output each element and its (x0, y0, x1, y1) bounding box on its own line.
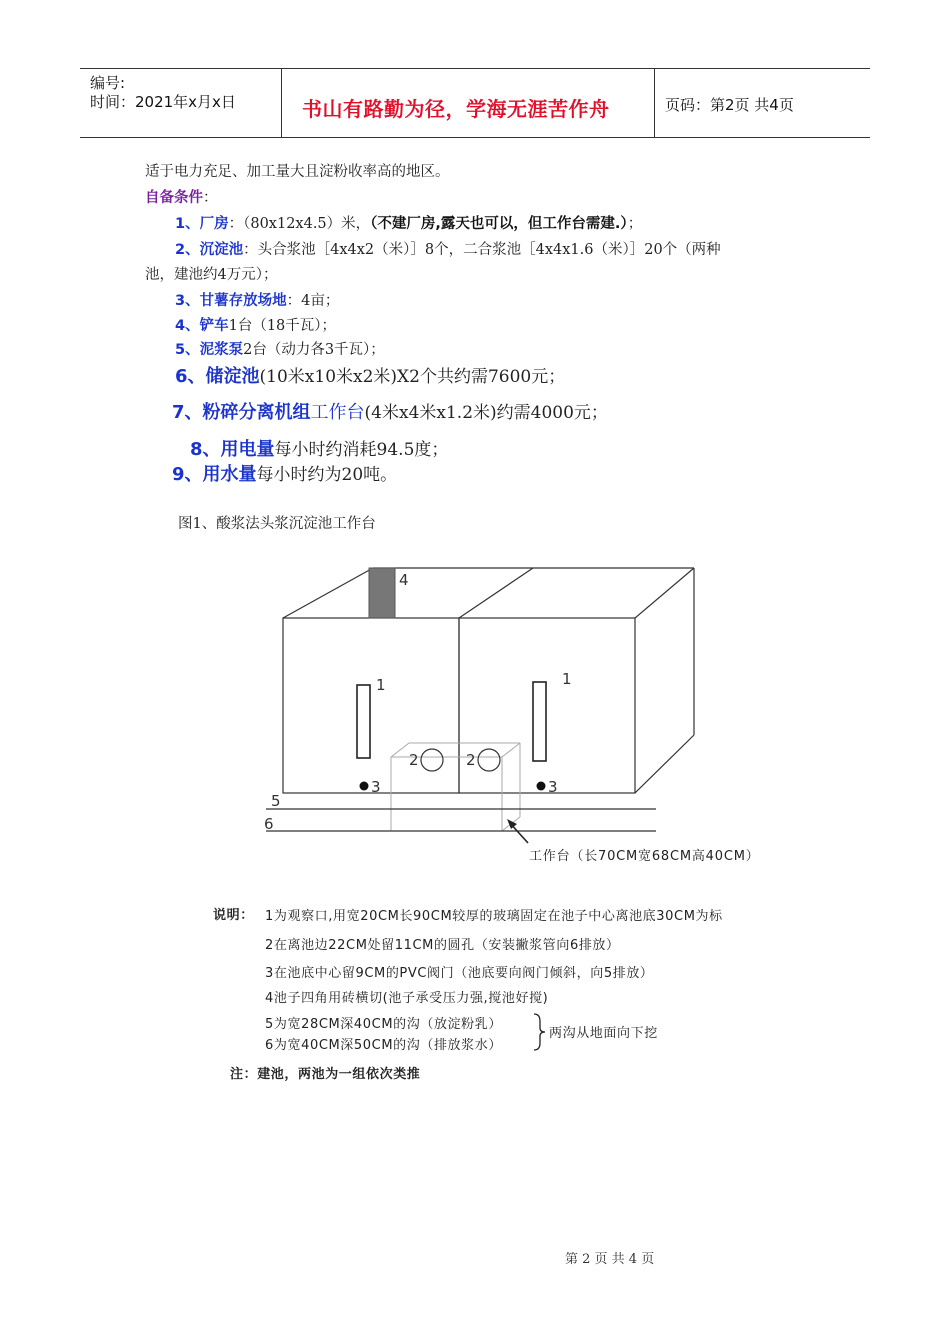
conditions-title: 自备条件 (145, 190, 203, 206)
label-2-right: 2 (466, 751, 476, 769)
item-name: 粉碎分离机组 (202, 402, 311, 423)
page-footer: 第 2 页 共 4 页 (565, 1252, 655, 1267)
item-number: 9、 (172, 464, 203, 485)
item-text: (10米x10米x2米)X2个共约需7600元； (259, 367, 566, 387)
label-3-right: 3 (548, 778, 558, 796)
note-line-3: 3在池底中心留9CM的PVC阀门（池底要向阀门倾斜，向5排放） (265, 966, 654, 981)
condition-item-2-cont: 池，建池约4万元）； (145, 267, 278, 283)
side-edge-bottom (635, 735, 694, 793)
note-line-5: 5为宽28CM深40CM的沟（放淀粉乳） (265, 1017, 502, 1032)
valve-left (360, 782, 369, 791)
item-name: 铲车 (199, 318, 229, 334)
top-divider (459, 568, 533, 618)
item-text: ：4亩； (286, 293, 340, 309)
item-name: 厂房 (199, 216, 229, 232)
item-name: 用水量 (202, 464, 257, 485)
item-text: ：（80x12x4.5）米， (228, 216, 371, 232)
item-number: 3、 (175, 293, 200, 309)
item-name: 储淀池 (205, 366, 260, 387)
valve-right (537, 782, 546, 791)
item-number: 2、 (175, 242, 200, 258)
label-4: 4 (399, 571, 409, 589)
item-name: 用电量 (220, 439, 275, 460)
item-name-secondary: 工作台 (310, 402, 365, 423)
label-1-left: 1 (376, 676, 386, 694)
notes-lead: 说明： (213, 908, 254, 923)
note-line-4: 4池子四角用砖横切(池子承受压力强,搅池好搅) (265, 991, 549, 1006)
observation-window-right (533, 682, 546, 761)
brace-text: 两沟从地面向下挖 (549, 1026, 658, 1041)
item-number: 8、 (190, 439, 221, 460)
item-tail: ； (627, 216, 643, 232)
item-text: 每小时约消耗94.5度； (274, 440, 449, 460)
header-page-label: 页码：第2页 共4页 (665, 96, 794, 114)
label-1-right: 1 (562, 670, 572, 688)
top-edge-right (635, 568, 694, 618)
item-number: 5、 (175, 342, 200, 358)
intro-text: 适于电力充足、加工量大且淀粉收率高的地区。 (145, 164, 450, 180)
note-line-2: 2在离池边22CM处留11CM的圆孔（安装撇浆管向6排放） (265, 938, 620, 953)
item-number: 7、 (172, 402, 203, 423)
note-line-6: 6为宽40CM深50CM的沟（排放浆水） (265, 1038, 502, 1053)
header-motto: 书山有路勤为径，学海无涯苦作舟 (302, 97, 610, 121)
top-edge-left (283, 568, 373, 618)
item-number: 6、 (175, 366, 206, 387)
note-line-1: 1为观察口,用宽20CM长90CM较厚的玻璃固定在池子中心离池底30CM为标 (265, 909, 723, 924)
doc-date-label: 时间：2021年x月x日 (90, 93, 236, 111)
item-name: 沉淀池 (199, 242, 244, 258)
label-5: 5 (271, 792, 281, 810)
item-number: 1、 (175, 216, 200, 232)
notes-footnote: 注：建池，两池为一组依次类推 (230, 1067, 421, 1082)
label-6: 6 (264, 815, 274, 833)
item-text: 2台（动力各3千瓦）； (243, 342, 385, 358)
item-bold-text: （不建厂房,露天也可以，但工作台需建.） (370, 216, 628, 232)
item-text: (4米x4米x1.2米)约需4000元； (364, 403, 608, 423)
tank-front-right (459, 618, 635, 793)
brick-corner-4 (369, 568, 395, 618)
item-text: 每小时约为20吨。 (256, 465, 398, 485)
workbench-label: 工作台（长70CM宽68CM高40CM） (529, 849, 760, 864)
observation-window-left (357, 685, 370, 758)
label-3-left: 3 (371, 778, 381, 796)
item-text: 1台（18千瓦）； (228, 318, 337, 334)
label-2-left: 2 (409, 751, 419, 769)
drain-hole-right (478, 749, 500, 771)
tank-front-left (283, 618, 459, 793)
brace-icon (532, 1012, 548, 1052)
doc-number-label: 编号: (90, 74, 126, 92)
item-number: 4、 (175, 318, 200, 334)
drain-hole-left (421, 749, 443, 771)
figure-caption: 图1、酸浆法头浆沉淀池工作台 (178, 516, 376, 532)
item-name: 甘薯存放场地 (199, 293, 287, 309)
item-text: ：头合浆池［4x4x2（米）］8个，二合浆池［4x4x1.6（米）］20个（两种 (243, 242, 721, 258)
item-name: 泥浆泵 (199, 342, 244, 358)
conditions-colon: ： (203, 190, 218, 206)
